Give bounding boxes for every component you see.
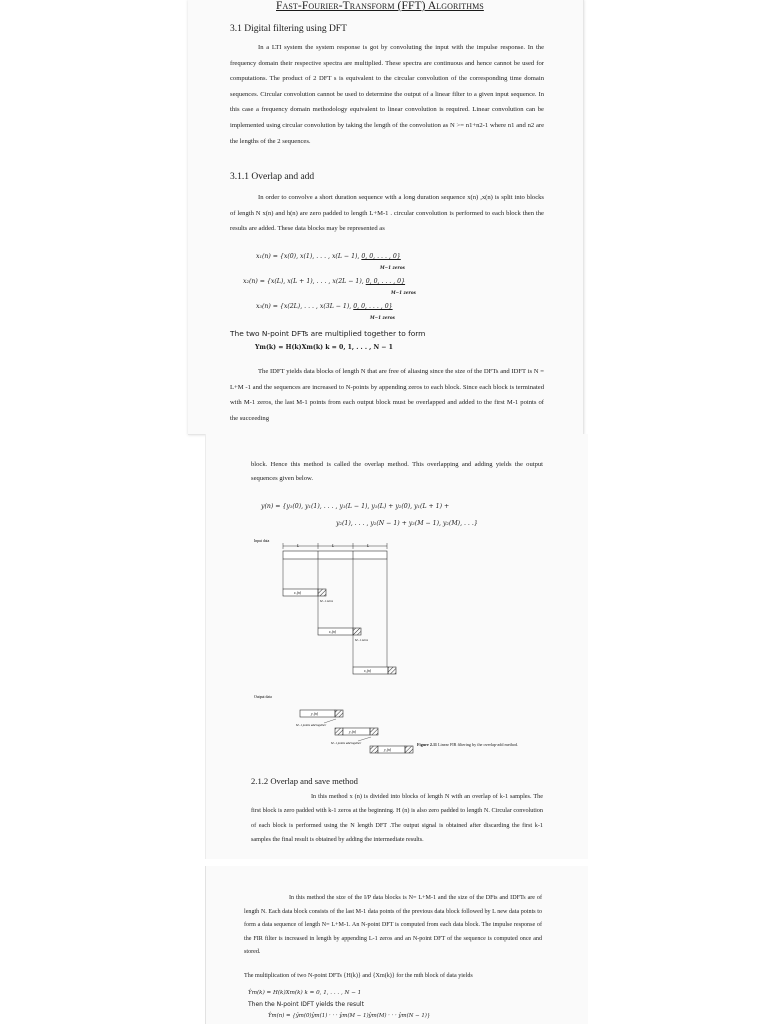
block-x2-label: x₂(n) (329, 630, 337, 634)
pointer-line (358, 737, 371, 741)
dimension-label-L: L (332, 543, 335, 548)
input-data-label: Input data (254, 539, 270, 543)
equation-ym-hat: Ŷm(k) = H(k)Xm(k) k = 0, 1, . . . , N − 1 (248, 990, 362, 996)
equation-y-line2: y₂(1), . . . , y₂(N − 1) + y₃(M − 1), y₂(M), . . .} (336, 520, 478, 527)
overlap-add-paragraph (230, 190, 544, 237)
idft-sentence: Then the N-point IDFT yields the result (248, 1001, 364, 1008)
block-y3 (378, 746, 405, 753)
overlap-save-paragraph (251, 790, 543, 848)
pointer-line (324, 719, 336, 723)
overlap-add-paragraph-text: In order to convolve a short duration sequence with a long duration sequence x(n) ,x(n) is split into blocks of length N x(n) and h(n) are zero padded to length L+M-1 . circular convolution is performed to each block then the results are added. These data blocks may be represented as (230, 194, 544, 233)
block-x1-zero-padding (318, 589, 326, 596)
equation-x3-lhs: x₃(n) = {x(2L), . . . , x(3L − 1), (256, 303, 352, 310)
m1-zeros-label: M−1 zeros (355, 638, 368, 642)
block-y3-label: y₃(n) (384, 748, 392, 752)
page3-paragraph (244, 892, 542, 960)
figure-caption-text: Linear FIR filtering by the overlap-add method. (437, 742, 519, 747)
equation-ym: Ym(k) = H(k)Xm(k) k = 0, 1, . . . , N − 1 (255, 344, 393, 351)
m1-points-add-label: M−1 points add together (296, 723, 327, 727)
equation-x1-zeros-label: M−1 zeros (380, 265, 405, 270)
idft-paragraph (230, 364, 544, 426)
block-x2-zero-padding (353, 628, 361, 635)
equation-x3-zeros-label: M−1 zeros (370, 315, 395, 320)
subsection-heading-overlap-save: 2.1.2 Overlap and save method (251, 776, 358, 786)
dimension-label-L: L (367, 543, 370, 548)
equation-x2-zeros-label: M−1 zeros (391, 290, 416, 295)
block-x3-zero-padding (388, 667, 396, 674)
block-y2-head (335, 728, 343, 735)
block-y2-label: y₂(n) (349, 730, 357, 734)
block-y3-tail (405, 746, 413, 753)
intro-paragraph-text: In a LTI system the system response is got by convoluting the input with the impulse response. In the frequency domain their respective spectra are multiplied. These spectra are continuous and hence cannot be used for computations. The product of 2 DFT s is equivalent to the circular convolution of the corresponding time domain sequences. Circular convolution cannot be used to determine the output of a linear filter to a given input sequence. In this case a frequency domain methodology equivalent to linear convolution is required. Linear convolution can be implemented using circular convolution by taking the length of the convolution as N >= n1+n2-1 where n1 and n2 are the lengths of the 2 sequences. (230, 44, 544, 145)
equation-x3 (256, 303, 393, 310)
document-page-3 (205, 866, 588, 1024)
block-y2 (343, 728, 370, 735)
block-y2-tail (370, 728, 378, 735)
continuation-paragraph-text: block. Hence this method is called the overlap method. This overlapping and adding yields the output sequences given below. (251, 461, 543, 482)
dft-multiply-sentence: The two N-point DFTs are multiplied together to form (230, 329, 426, 338)
section-heading: 3.1 Digital filtering using DFT (230, 24, 347, 34)
m1-zeros-label: M−1 zeros (320, 599, 333, 603)
dimension-label-L: L (297, 543, 300, 548)
input-data-bar (283, 551, 387, 559)
equation-y-line1: y(n) = {y₁(0), y₁(1), . . . , y₁(L − 1), y₁(L) + y₂(0), y₁(L + 1) + (261, 503, 450, 510)
output-data-label: Output data (254, 695, 272, 699)
block-y1-tail (335, 710, 343, 717)
block-y1-label: y₁(n) (311, 712, 319, 716)
equation-x2-lhs: x₂(n) = {x(L), x(L + 1), . . . , x(2L − 1), (243, 278, 364, 285)
document-title: Fast-Fourier-Transform (FFT) Algorithms (276, 0, 484, 12)
equation-x1-lhs: x₁(n) = {x(0), x(1), . . . , x(L − 1), (256, 253, 360, 260)
document-page-2 (205, 434, 588, 859)
overlap-save-paragraph-text: In this method x (n) is divided into blocks of length N with an overlap of k-1 samples. The first block is zero padded with k-1 zeros at the beginning. H (n) is also zero padded to length N. Circular convolution of each block is performed using the N length DFT .The output signal is obtained after discarding the first k-1 samples the final result is obtained by adding the intermediate results. (251, 793, 543, 844)
block-x3-label: x₃(n) (364, 669, 372, 673)
equation-x2 (243, 278, 405, 285)
idft-paragraph-text: The IDFT yields data blocks of length N that are free of aliasing since the size of the DFTs and IDFT is N = L+M -1 and the sequences are increased to N-points by appending zeros to each block. Since each block is terminated with M-1 zeros, the last M-1 points from each output block must be overlapped and added to the first M-1 points of the succeeding (230, 368, 544, 422)
equation-result: Ŷm(n) = {ŷm(0)ŷm(1) · · · ŷm(M − 1)ŷm(M) · · · ŷm(N − 1)} (268, 1013, 431, 1019)
subsection-heading-overlap-add: 3.1.1 Overlap and add (230, 172, 315, 182)
m1-points-add-label: M−1 points add together (331, 741, 362, 745)
continuation-paragraph (251, 458, 543, 486)
equation-x2-zeros: 0, 0, . . . , 0} (365, 278, 406, 285)
page3-paragraph-text: In this method the size of the I/P data blocks is N= L+M-1 and the size of the DFts and IDFTs are of length N. Each data block consists of the last M-1 data points of the previous data block followed by L new data points to form a data sequence of length N= L+M-1. An N-point DFT is computed from each data block. The impulse response of the FIR filter is increased in length by appending L-1 zeros and an N-point DFT of the sequence is computed once and stored. (244, 895, 542, 956)
multiplication-sentence: The multiplication of two N-point DFTs {H(k)} and {Xm(k)} for the mth block of data yields (244, 973, 473, 979)
intro-paragraph (230, 40, 544, 149)
equation-x1-zeros: 0, 0, . . . , 0} (361, 253, 401, 260)
figure-caption (417, 742, 518, 747)
block-y3-head (370, 746, 378, 753)
figure-caption-number: Figure 2.11 (417, 742, 437, 747)
equation-x1 (256, 253, 401, 260)
equation-x3-zeros: 0, 0, . . . , 0} (353, 303, 393, 310)
block-x1-label: x₁(n) (294, 591, 302, 595)
document-page-1 (188, 0, 584, 435)
